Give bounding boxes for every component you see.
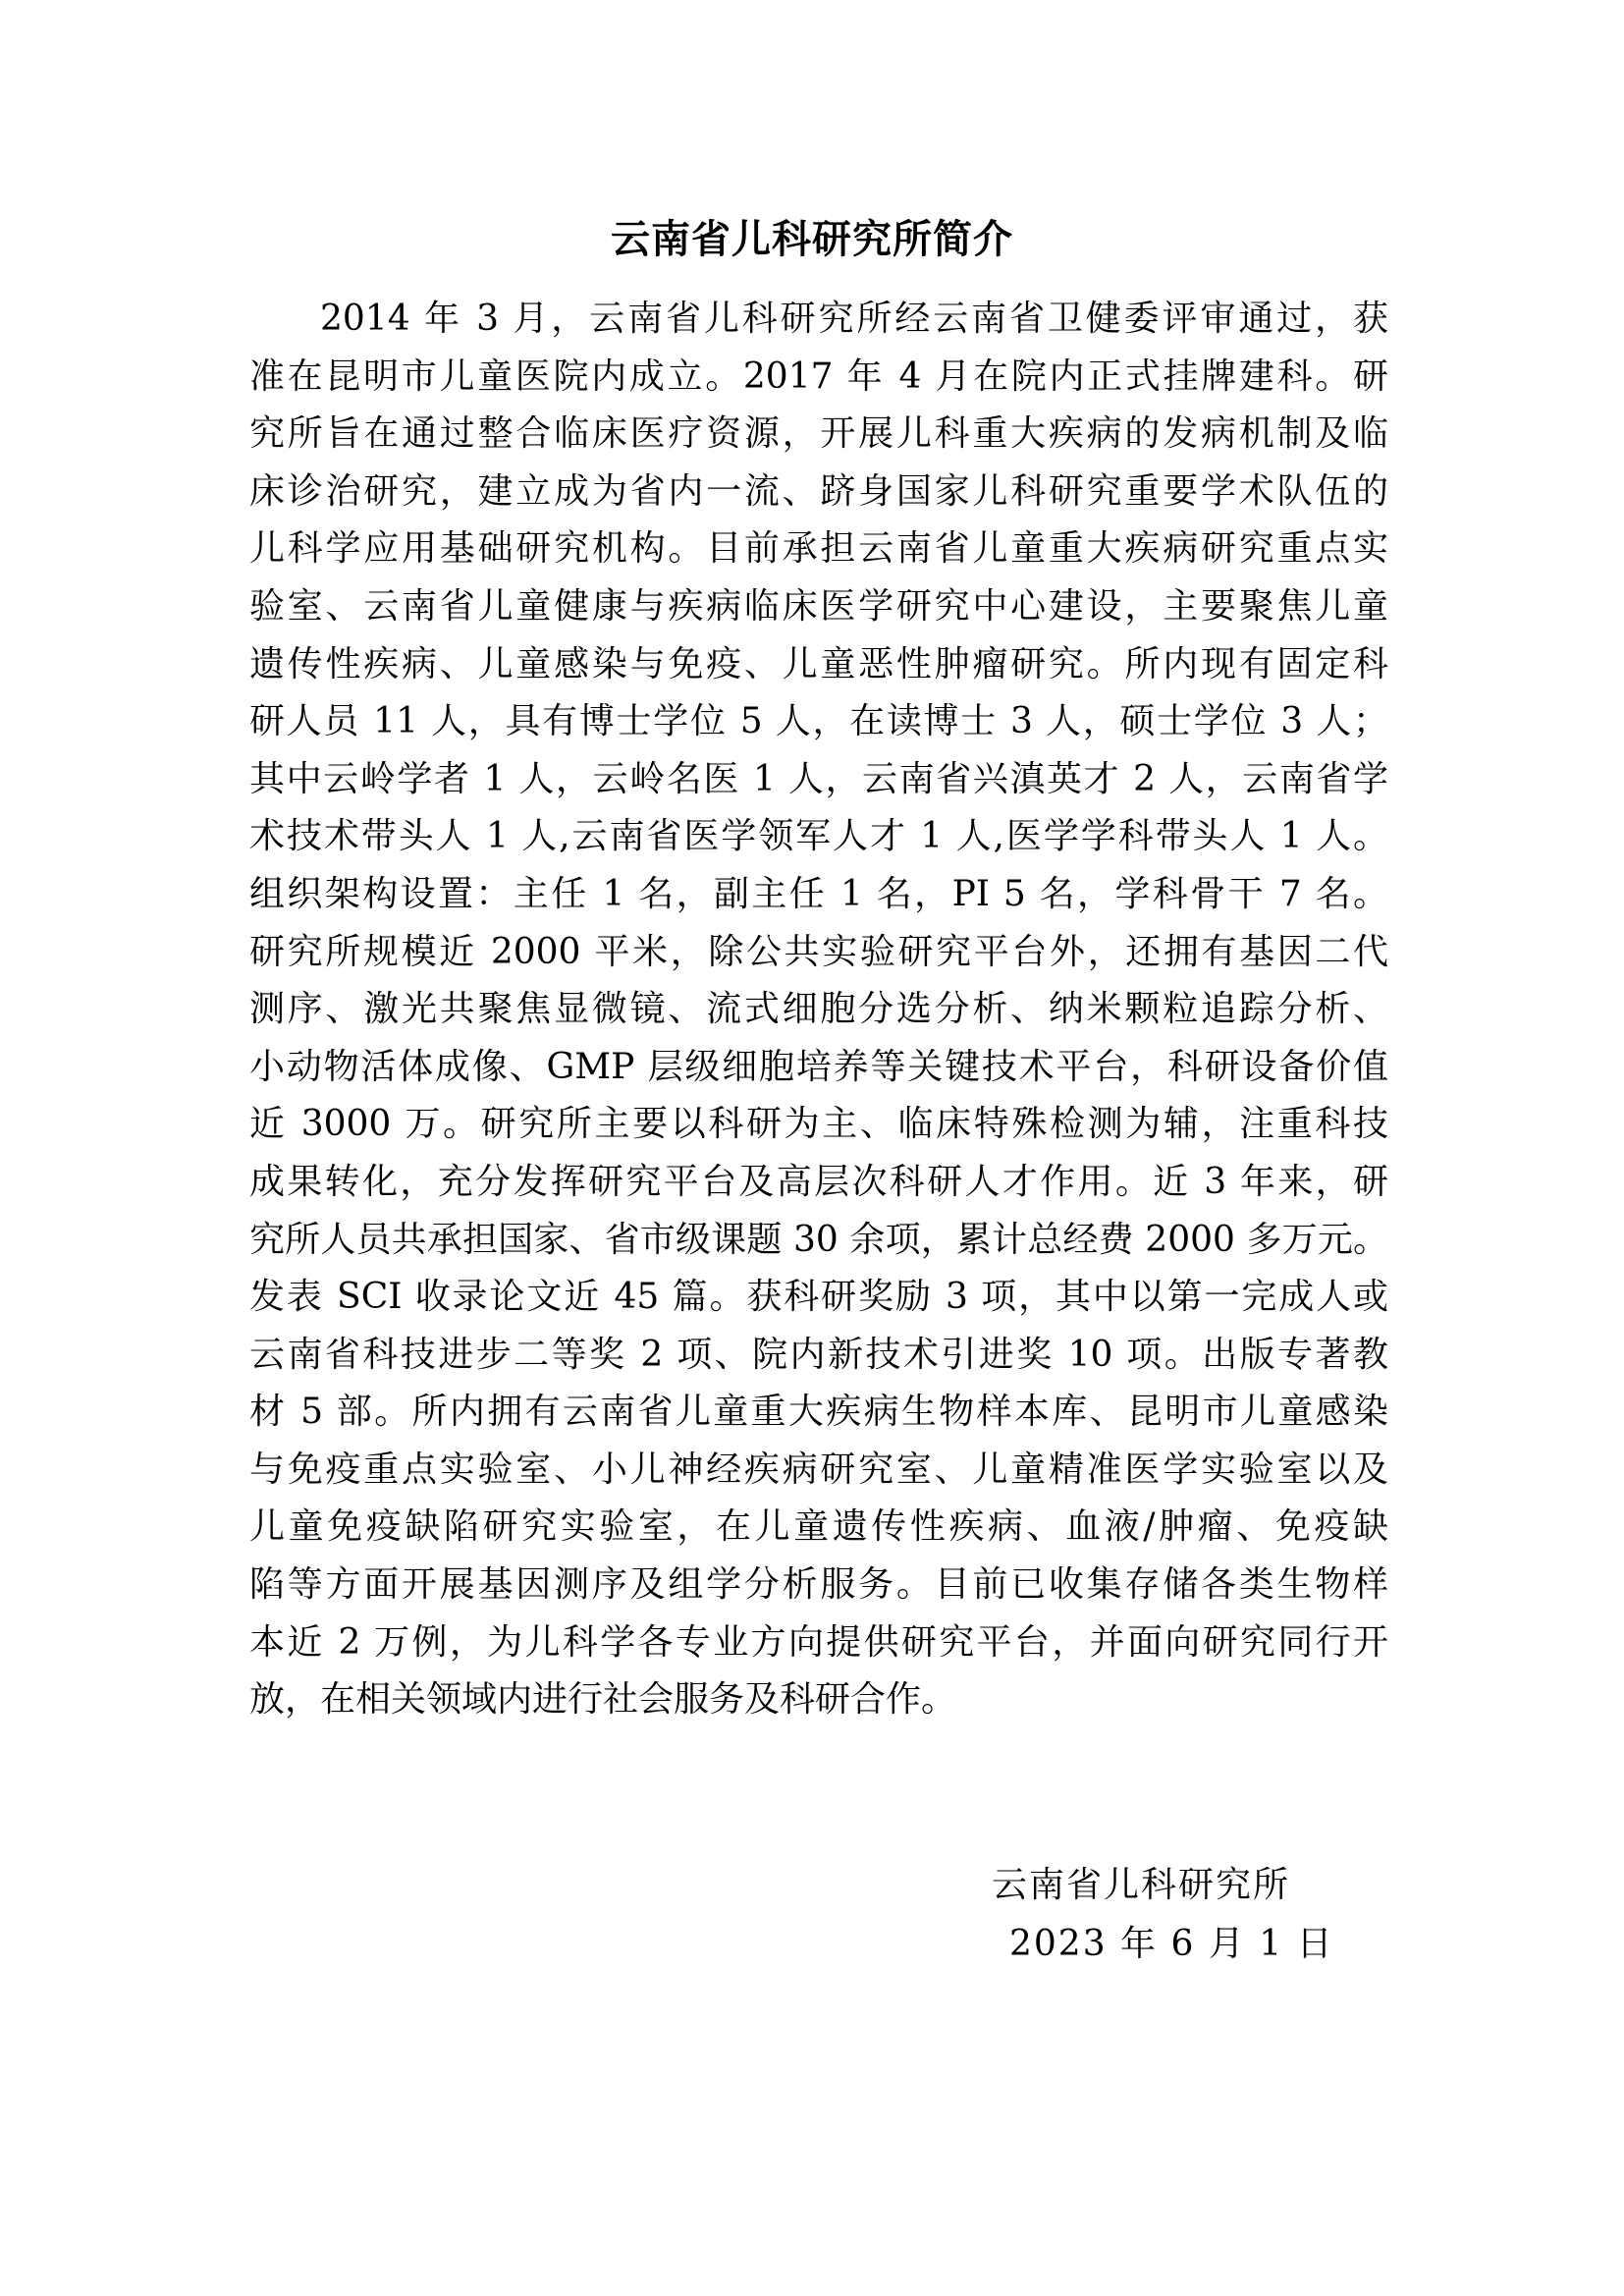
body-line: 成果转化，充分发挥研究平台及高层次科研人才作用。近 3 年来，研 <box>249 1161 1388 1202</box>
body-line: 放，在相关领域内进行社会服务及科研合作。 <box>249 1679 957 1721</box>
body-line: 究所旨在通过整合临床医疗资源，开展儿科重大疾病的发病机制及临 <box>249 413 1388 455</box>
signature-block <box>992 1856 1334 1974</box>
body-line: 本近 2 万例，为儿科学各专业方向提供研究平台，并面向研究同行开 <box>249 1621 1388 1663</box>
body-line: 究所人员共承担国家、省市级课题 30 余项，累计总经费 2000 多万元。 <box>249 1219 1388 1260</box>
body-line: 组织架构设置：主任 1 名，副主任 1 名，PI 5 名，学科骨干 7 名。 <box>249 873 1388 914</box>
body-line: 儿科学应用基础研究机构。目前承担云南省儿童重大疾病研究重点实 <box>249 528 1388 570</box>
body-line: 近 3000 万。研究所主要以科研为主、临床特殊检测为辅，注重科技 <box>249 1104 1388 1145</box>
body-line: 2014 年 3 月，云南省儿科研究所经云南省卫健委评审通过，获 <box>320 299 1388 339</box>
body-line: 研人员 11 人，具有博士学位 5 人，在读博士 3 人，硕士学位 3 人； <box>249 701 1388 742</box>
body-line: 云南省科技进步二等奖 2 项、院内新技术引进奖 10 项。出版专著教 <box>249 1334 1388 1375</box>
body-line: 陷等方面开展基因测序及组学分析服务。目前已收集存储各类生物样 <box>249 1564 1388 1606</box>
body-line: 材 5 部。所内拥有云南省儿童重大疾病生物样本库、昆明市儿童感染 <box>249 1392 1388 1433</box>
body-line: 准在昆明市儿童医院内成立。2017 年 4 月在院内正式挂牌建科。研 <box>249 355 1388 397</box>
body-line: 研究所规模近 2000 平米，除公共实验研究平台外，还拥有基因二代 <box>249 931 1388 972</box>
body-line: 测序、激光共聚焦显微镜、流式细胞分选分析、纳米颗粒追踪分析、 <box>249 989 1388 1030</box>
body-line: 发表 SCI 收录论文近 45 篇。获科研奖励 3 项，其中以第一完成人或 <box>249 1277 1388 1318</box>
body-line: 儿童免疫缺陷研究实验室，在儿童遗传性疾病、血液/肿瘤、免疫缺 <box>249 1506 1388 1548</box>
document-title: 云南省儿科研究所简介 <box>611 217 1013 262</box>
signature-date: 2023 年 6 月 1 日 <box>1009 1924 1334 1964</box>
body-line: 其中云岭学者 1 人，云岭名医 1 人，云南省兴滇英才 2 人，云南省学 <box>249 758 1388 799</box>
body-line: 床诊治研究，建立成为省内一流、跻身国家儿科研究重要学术队伍的 <box>249 470 1388 512</box>
body-line: 与免疫重点实验室、小儿神经疾病研究室、儿童精准医学实验室以及 <box>249 1449 1388 1490</box>
signature-organization: 云南省儿科研究所 <box>992 1865 1291 1905</box>
document-body <box>249 291 1388 1729</box>
body-line: 验室、云南省儿童健康与疾病临床医学研究中心建设，主要聚焦儿童 <box>249 585 1388 627</box>
body-line: 遗传性疾病、儿童感染与免疫、儿童恶性肿瘤研究。所内现有固定科 <box>249 643 1388 684</box>
body-line: 术技术带头人 1 人,云南省医学领军人才 1 人,医学学科带头人 1 人。 <box>249 816 1388 857</box>
body-line: 小动物活体成像、GMP 层级细胞培养等关键技术平台，科研设备价值 <box>249 1046 1388 1087</box>
